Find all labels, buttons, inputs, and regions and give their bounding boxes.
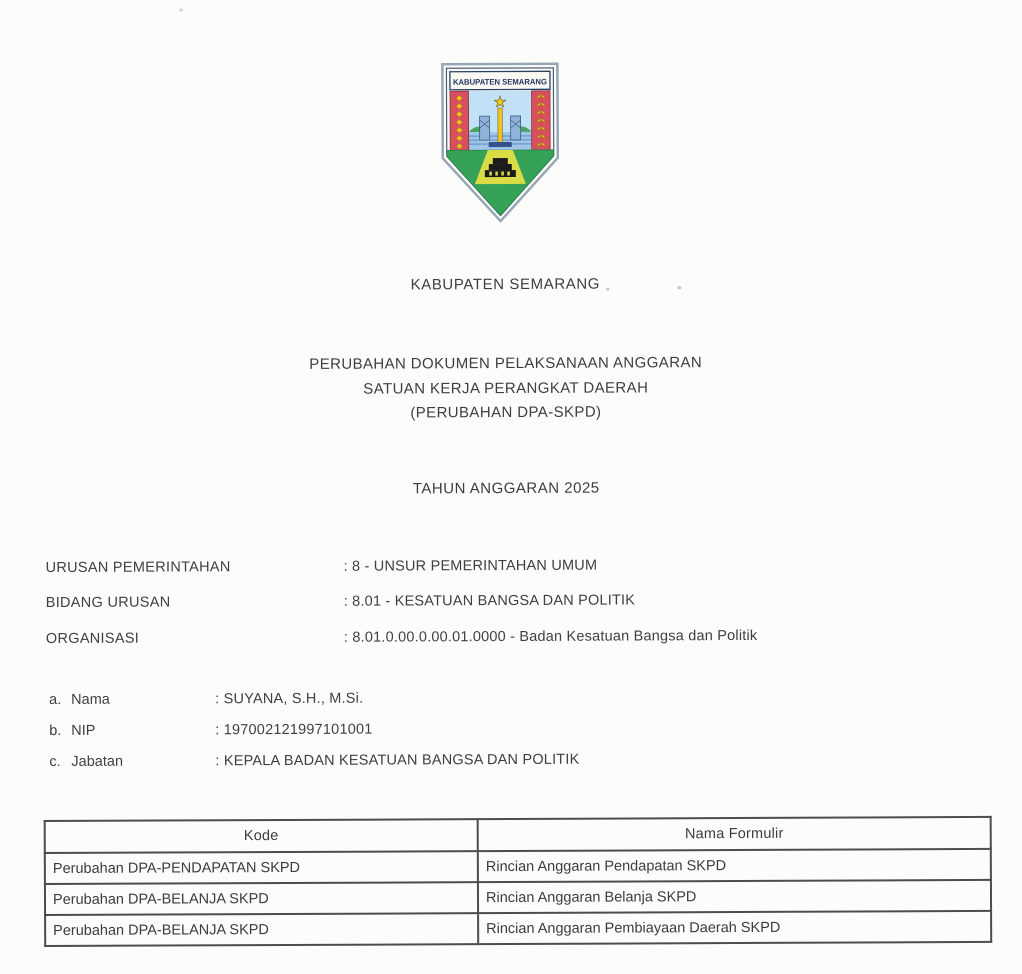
table-row [45, 849, 991, 884]
cell-kode: Perubahan DPA-BELANJA SKPD [45, 882, 478, 915]
field-value: : 197002121997101001 [215, 721, 373, 739]
fiscal-year: TAHUN ANGGARAN 2025 [412, 479, 600, 498]
field-value: : 8.01 - KESATUAN BANGSA DAN POLITIK [343, 592, 636, 610]
column-header-kode: Kode [45, 819, 478, 853]
document-title-line1: PERUBAHAN DOKUMEN PELAKSANAAN ANGGARAN [309, 354, 703, 373]
field-nama [1, 688, 1022, 710]
cell-nama-formulir: Rincian Anggaran Pendapatan SKPD [478, 849, 991, 882]
scan-speck [677, 286, 681, 289]
field-value: : KEPALA BADAN KESATUAN BANGSA DAN POLITIK [215, 751, 580, 770]
form-table [44, 816, 993, 947]
field-label: NIP [71, 722, 96, 739]
field-label: URUSAN PEMERINTAHAN [45, 559, 231, 577]
document-title-line2: SATUAN KERJA PERANGKAT DAERAH [363, 378, 649, 398]
cell-kode: Perubahan DPA-BELANJA SKPD [45, 913, 478, 946]
field-value: : SUYANA, S.H., M.Si. [215, 690, 364, 708]
field-index: b. [49, 722, 62, 740]
field-urusan-pemerintahan [1, 556, 1022, 578]
kabupaten-semarang-crest-icon [436, 62, 564, 224]
table-header-row [45, 817, 991, 853]
field-label: BIDANG URUSAN [45, 594, 171, 612]
field-index: c. [49, 753, 61, 771]
field-bidang-urusan [1, 591, 1022, 613]
field-label: ORGANISASI [45, 630, 140, 648]
region-name: KABUPATEN SEMARANG [410, 275, 601, 294]
field-index: a. [49, 691, 62, 709]
document-title-line3: (PERUBAHAN DPA-SKPD) [410, 403, 602, 422]
scan-speck [179, 8, 183, 11]
cell-nama-formulir: Rincian Anggaran Pembiayaan Daerah SKPD [478, 911, 991, 944]
table-row [45, 880, 991, 915]
field-nip [1, 719, 1022, 741]
field-value: : 8 - UNSUR PEMERINTAHAN UMUM [343, 557, 598, 575]
field-label: Nama [71, 691, 110, 708]
field-label: Jabatan [71, 753, 124, 770]
crest-banner-label: KABUPATEN SEMARANG [452, 77, 551, 87]
column-header-nama-formulir: Nama Formulir [478, 817, 991, 851]
field-jabatan [1, 750, 1022, 772]
document-title [0, 350, 1012, 428]
field-organisasi [1, 627, 1022, 649]
table-row [45, 911, 991, 946]
cell-kode: Perubahan DPA-PENDAPATAN SKPD [45, 851, 478, 884]
cell-nama-formulir: Rincian Anggaran Belanja SKPD [478, 880, 991, 913]
scan-speck [606, 288, 609, 291]
field-value: : 8.01.0.00.0.00.01.0000 - Badan Kesatuan Bangsa dan Politik [343, 627, 758, 646]
